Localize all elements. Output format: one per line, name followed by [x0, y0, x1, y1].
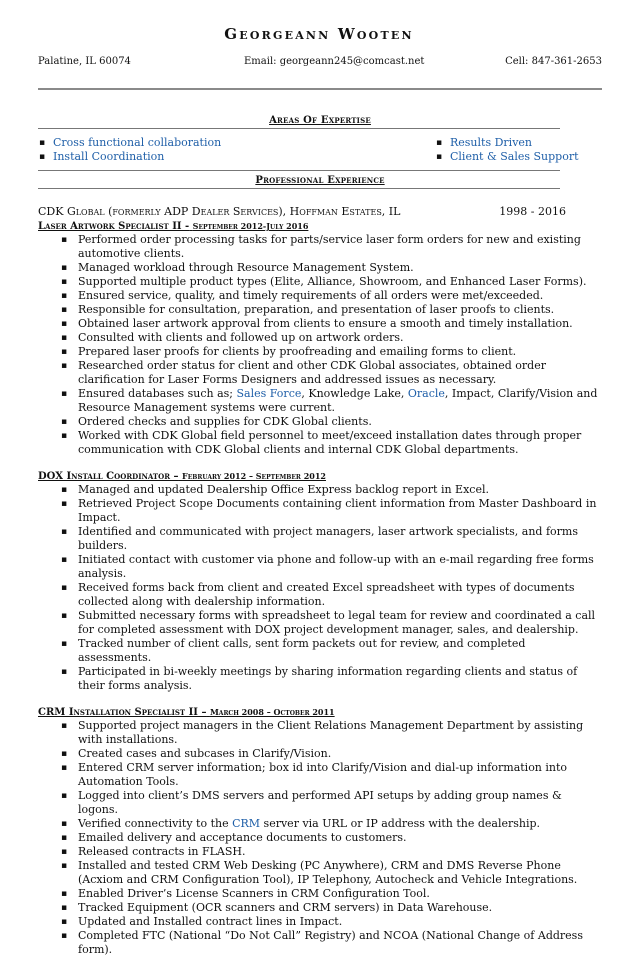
duty-text: Managed and updated Dealership Office Express backlog report in Excel. — [78, 483, 489, 496]
bullet-icon: ▪ — [61, 555, 68, 565]
bullet-icon: ▪ — [61, 819, 68, 829]
duty-text: Ordered checks and supplies for CDK Global clients. — [78, 415, 372, 428]
bullet-icon: ▪ — [61, 639, 68, 649]
duty-item — [38, 345, 602, 359]
bullet-icon: ▪ — [61, 847, 68, 857]
skill-item — [436, 136, 533, 150]
duty-item — [38, 609, 602, 637]
duty-item — [38, 665, 602, 693]
duty-item — [38, 817, 602, 831]
duty-text: Consulted with clients and followed up on artwork orders. — [78, 331, 404, 344]
duty-item — [38, 789, 602, 817]
duty-text: Logged into client’s DMS servers and performed API setups by adding group names & logons. — [78, 789, 562, 816]
duty-text: Released contracts in FLASH. — [78, 845, 246, 858]
role-title — [38, 219, 602, 233]
contact-line — [38, 56, 602, 70]
duty-text: Managed workload through Resource Management System. — [78, 261, 414, 274]
duty-item — [38, 719, 602, 747]
bullet-icon: ▪ — [61, 431, 68, 441]
duty-item — [38, 845, 602, 859]
bullet-icon: ▪ — [61, 333, 68, 343]
bullet-icon: ▪ — [61, 721, 68, 731]
skill-label: Cross functional collaboration — [53, 136, 222, 149]
bullet-icon: ▪ — [61, 749, 68, 759]
bullet-icon: ▪ — [61, 763, 68, 773]
duty-text: Submitted necessary forms with spreadsheet to legal team for review and coordinated a call for completed assessment with DOX project development manager, sales, and dealership. — [78, 609, 596, 636]
bullet-icon: ▪ — [436, 152, 443, 162]
bullet-icon: ▪ — [61, 235, 68, 245]
duty-text: Installed and tested CRM Web Desking (PC Anywhere), CRM and DMS Reverse Phone (Acxiom and CRM Configuration Tool), IP Telephony, Autocheck and Vehicle Integrations. — [78, 859, 578, 886]
company-line — [38, 205, 602, 219]
role-name: DOX Install Coordinator – — [38, 471, 179, 482]
skill-label: Client & Sales Support — [450, 150, 579, 163]
role-dates: February 2012 – September 2012 — [182, 471, 326, 481]
duty-text: Initiated contact with customer via phone and follow-up with an e-mail regarding free forms analysis. — [78, 553, 594, 580]
bullet-icon: ▪ — [61, 667, 68, 677]
duty-text: Verified connectivity to the CRM server via URL or IP address with the dealership. — [78, 817, 541, 830]
duty-item — [38, 747, 602, 761]
bullet-icon: ▪ — [61, 611, 68, 621]
duty-text: Created cases and subcases in Clarify/Vision. — [78, 747, 332, 760]
role-name: CRM Installation Specialist II – — [38, 707, 207, 718]
experience-top-rule — [38, 170, 560, 171]
bullet-icon: ▪ — [61, 263, 68, 273]
duty-text: Tracked Equipment (OCR scanners and CRM servers) in Data Warehouse. — [78, 901, 493, 914]
bullet-icon: ▪ — [61, 389, 68, 399]
role-dates: March 2008 – October 2011 — [209, 707, 335, 717]
duty-text: Emailed delivery and acceptance documents to customers. — [78, 831, 407, 844]
duty-text: Received forms back from client and created Excel spreadsheet with types of documents collected along with dealership information. — [78, 581, 575, 608]
duty-item — [38, 581, 602, 609]
duty-item — [38, 429, 602, 457]
duty-text: Responsible for consultation, preparation, and presentation of laser proofs to clients. — [78, 303, 555, 316]
duty-text: Tracked number of client calls, sent form packets out for review, and completed assessments. — [78, 637, 526, 664]
bullet-icon: ▪ — [61, 319, 68, 329]
company-name: CDK Global (formerly ADP Dealer Services), Hoffman Estates, IL — [38, 205, 401, 218]
bullet-icon: ▪ — [39, 152, 46, 162]
bullet-icon: ▪ — [61, 527, 68, 537]
duty-text: Worked with CDK Global field personnel to meet/exceed installation dates through proper communication with CDK Global clients and internal CDK Global departments. — [78, 429, 582, 456]
skill-label: Install Coordination — [53, 150, 165, 163]
bullet-icon: ▪ — [61, 583, 68, 593]
duty-text: Obtained laser artwork approval from clients to ensure a smooth and timely installation. — [78, 317, 573, 330]
duty-item — [38, 915, 602, 929]
duty-item — [38, 331, 602, 345]
bullet-icon: ▪ — [61, 833, 68, 843]
duty-text: Entered CRM server information; box id into Clarify/Vision and dial-up information into Automation Tools. — [78, 761, 568, 788]
expertise-heading — [38, 115, 602, 126]
duty-item — [38, 317, 602, 331]
location: Palatine, IL 60074 — [38, 56, 131, 67]
bullet-icon: ▪ — [61, 485, 68, 495]
bullet-icon: ▪ — [61, 305, 68, 315]
duty-item — [38, 859, 602, 887]
bullet-icon: ▪ — [61, 417, 68, 427]
duty-item — [38, 497, 602, 525]
duty-text: Identified and communicated with project managers, laser artwork specialists, and forms builders. — [78, 525, 579, 552]
duty-text: Performed order processing tasks for parts/service laser form orders for new and existing automotive clients. — [78, 233, 581, 260]
expertise-title: Areas Of Expertise — [269, 115, 371, 126]
bullet-icon: ▪ — [61, 499, 68, 509]
duty-text: Researched order status for client and other CDK Global associates, obtained order clarification for Laser Forms Designers and addressed issues as necessary. — [78, 359, 546, 386]
duty-item — [38, 525, 602, 553]
duty-item — [38, 929, 602, 957]
bullet-icon: ▪ — [61, 861, 68, 871]
bullet-icon: ▪ — [61, 361, 68, 371]
bullet-icon: ▪ — [61, 903, 68, 913]
email: Email: georgeann245@comcast.net — [244, 56, 425, 67]
duty-item — [38, 275, 602, 289]
duty-text: Ensured databases such as; Sales Force, Knowledge Lake, Oracle, Impact, Clarify/Vision and Resource Management systems were current. — [78, 387, 598, 414]
experience-rule — [38, 188, 560, 189]
bullet-icon: ▪ — [39, 138, 46, 148]
duty-item — [38, 761, 602, 789]
duty-text: Ensured service, quality, and timely requirements of all orders were met/exceeded. — [78, 289, 544, 302]
role-name: Laser Artwork Specialist II - — [38, 221, 190, 232]
role-title — [38, 705, 602, 719]
role-duties — [38, 233, 602, 457]
duty-item — [38, 303, 602, 317]
bullet-icon: ▪ — [61, 791, 68, 801]
duty-text: Participated in bi-weekly meetings by sharing information regarding clients and status of their forms analysis. — [78, 665, 578, 692]
duty-text: Enabled Driver’s License Scanners in CRM Configuration Tool. — [78, 887, 430, 900]
duty-item — [38, 387, 602, 415]
duty-item — [38, 887, 602, 901]
experience-title: Professional Experience — [255, 175, 385, 186]
experience-section — [38, 205, 602, 957]
skill-item — [39, 136, 222, 150]
company-dates: 1998 - 2016 — [499, 205, 566, 218]
bullet-icon: ▪ — [61, 347, 68, 357]
duty-text: Supported multiple product types (Elite, Alliance, Showroom, and Enhanced Laser Forms). — [78, 275, 587, 288]
duty-item — [38, 261, 602, 275]
bullet-icon: ▪ — [61, 277, 68, 287]
role-title — [38, 469, 602, 483]
bullet-icon: ▪ — [61, 889, 68, 899]
role-duties — [38, 483, 602, 693]
duty-item — [38, 415, 602, 429]
duty-item — [38, 483, 602, 497]
skill-item — [436, 150, 579, 164]
bullet-icon: ▪ — [61, 917, 68, 927]
cell-phone: Cell: 847-361-2653 — [505, 56, 602, 67]
duty-text: Supported project managers in the Client Relations Management Department by assisting with installations. — [78, 719, 584, 746]
duty-item — [38, 359, 602, 387]
skill-item — [39, 150, 165, 164]
role-duties — [38, 719, 602, 957]
experience-heading — [38, 175, 602, 186]
duty-text: Retrieved Project Scope Documents containing client information from Master Dashboard in Impact. — [78, 497, 597, 524]
duty-item — [38, 637, 602, 665]
duty-item — [38, 233, 602, 261]
expertise-rule — [38, 128, 560, 129]
skill-label: Results Driven — [450, 136, 533, 149]
duty-item — [38, 901, 602, 915]
candidate-name: Georgeann Wooten — [224, 25, 414, 43]
header-divider — [38, 88, 602, 90]
duty-text: Updated and Installed contract lines in Impact. — [78, 915, 343, 928]
bullet-icon: ▪ — [436, 138, 443, 148]
duty-text: Completed FTC (National “Do Not Call” Registry) and NCOA (National Change of Address form). — [78, 929, 583, 956]
duty-item — [38, 831, 602, 845]
duty-text: Prepared laser proofs for clients by proofreading and emailing forms to client. — [78, 345, 517, 358]
role-dates: September 2012-July 2016 — [192, 221, 309, 231]
duty-item — [38, 553, 602, 581]
bullet-icon: ▪ — [61, 291, 68, 301]
bullet-icon: ▪ — [61, 931, 68, 941]
duty-item — [38, 289, 602, 303]
